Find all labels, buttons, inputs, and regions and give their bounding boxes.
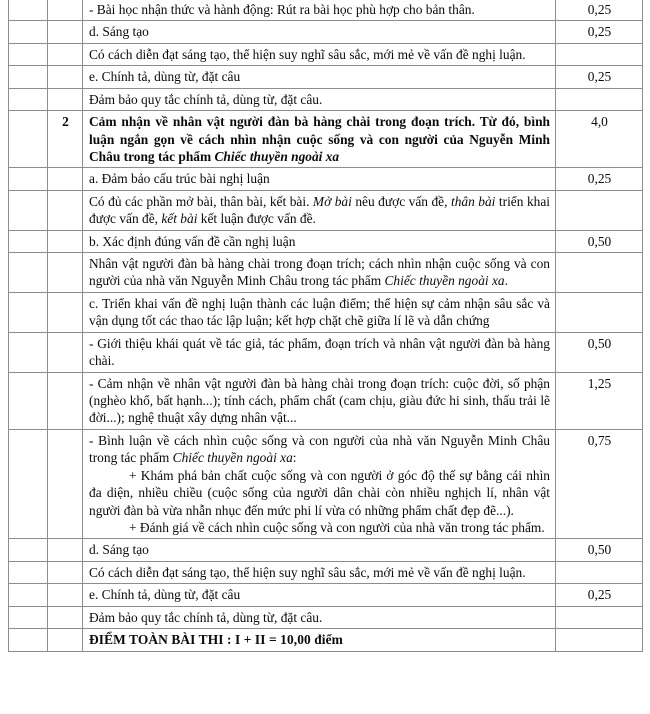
criterion-text [83, 190, 556, 230]
work-title: Chiếc thuyền ngoài xa [214, 148, 340, 164]
question-number-cell [48, 168, 83, 190]
text-segment: nêu được vấn đề, [351, 193, 451, 209]
part-cell [9, 332, 48, 372]
part-cell [9, 88, 48, 110]
part-cell [9, 168, 48, 190]
part-cell [9, 43, 48, 65]
table-row [9, 332, 643, 372]
question-number-cell [48, 539, 83, 561]
question-number-cell [48, 606, 83, 628]
text-segment: Có đủ các phần mở bài, thân bài, kết bài. [89, 193, 313, 209]
score-cell: 0,25 [556, 21, 643, 43]
sub-bullet-2: + Đánh giá về cách nhìn cuộc sống và con người của nhà văn trong tác phẩm. [129, 519, 545, 535]
part-cell [9, 66, 48, 88]
question-number-cell [48, 253, 83, 293]
question-number-cell [48, 629, 83, 651]
table-row [9, 561, 643, 583]
criterion-text: b. Xác định đúng vấn đề cần nghị luận [83, 230, 556, 252]
part-cell [9, 584, 48, 606]
text-segment: . [504, 273, 508, 289]
score-cell [556, 606, 643, 628]
score-cell: 1,25 [556, 372, 643, 429]
criterion-text: e. Chính tả, dùng từ, đặt câu [83, 66, 556, 88]
criterion-lead [89, 432, 550, 467]
table-row [9, 606, 643, 628]
italic-term-ket-bai: kết bài [161, 211, 198, 227]
score-cell: 0,25 [556, 584, 643, 606]
score-cell [556, 190, 643, 230]
table-row-question-2-header [9, 111, 643, 168]
part-cell [9, 230, 48, 252]
table-row [9, 190, 643, 230]
score-cell [556, 629, 643, 651]
criterion-text: a. Đảm bảo cấu trúc bài nghị luận [83, 168, 556, 190]
score-cell: 0,50 [556, 539, 643, 561]
score-cell: 0,25 [556, 0, 643, 21]
part-cell [9, 606, 48, 628]
question-number-cell [48, 429, 83, 539]
criterion-text: - Cảm nhận về nhân vật người đàn bà hàng chài trong đoạn trích: cuộc đời, số phận (nghèo khổ, bất hạnh...); tính cách, phẩm chất (cam chịu, giàu đức hi sinh, thấu trải lẽ đời...); nghệ thuật xây dựng nhân vật... [83, 372, 556, 429]
part-cell [9, 111, 48, 168]
criterion-text [83, 429, 556, 539]
part-cell [9, 539, 48, 561]
score-cell: 0,25 [556, 168, 643, 190]
score-cell [556, 253, 643, 293]
part-cell [9, 561, 48, 583]
work-title: Chiếc thuyền ngoài xa [384, 273, 505, 289]
part-cell [9, 190, 48, 230]
sub-bullet-1: + Khám phá bản chất cuộc sống và con người ở góc độ thế sự bằng cái nhìn đa diện, nhiều chiều (cuộc sống của người dân chài còn nhiều nghịch lí, nhân vật người đàn bà vừa nhẫn nhục đến mức phi lí vừa có những phẩm chất đẹp đẽ...). [89, 467, 550, 518]
question-2-prompt [83, 111, 556, 168]
table-row [9, 253, 643, 293]
question-number-cell: 2 [48, 111, 83, 168]
text-segment: Nhân vật người đàn bà hàng chài trong đoạn trích; cách nhìn nhận cuộc sống và con người của nhà văn Nguyễn Minh Châu trong tác phẩm [89, 256, 550, 289]
part-cell [9, 429, 48, 539]
part-cell [9, 372, 48, 429]
table-row [9, 539, 643, 561]
total-score-label: ĐIỂM TOÀN BÀI THI : I + II = 10,00 điểm [83, 629, 556, 651]
question-number-cell [48, 190, 83, 230]
italic-term-than-bai: thân bài [450, 193, 496, 209]
work-title: Chiếc thuyền ngoài xa [172, 450, 293, 466]
table-row [9, 66, 643, 88]
part-cell [9, 629, 48, 651]
criterion-text: Có cách diễn đạt sáng tạo, thể hiện suy nghĩ sâu sắc, mới mẻ về vấn đề nghị luận. [83, 561, 556, 583]
criterion-text [83, 253, 556, 293]
question-number-cell [48, 0, 83, 21]
question-number-cell [48, 66, 83, 88]
question-number-cell [48, 372, 83, 429]
part-cell [9, 292, 48, 332]
score-cell: 0,75 [556, 429, 643, 539]
table-row [9, 230, 643, 252]
table-row [9, 292, 643, 332]
table-row [9, 43, 643, 65]
question-number-cell [48, 88, 83, 110]
table-row [9, 88, 643, 110]
score-cell: 0,25 [556, 66, 643, 88]
prompt-text-lead: Cảm nhận về nhân vật người đàn bà hàng chài trong đoạn trích. Từ đó, bình luận ngắn gọn về cách nhìn nhận cuộc sống và con người của Nguyễn Minh Châu trong tác phẩm [89, 114, 550, 164]
criterion-text: Đảm bảo quy tắc chính tả, dùng từ, đặt câu. [83, 88, 556, 110]
part-cell [9, 253, 48, 293]
criterion-text: - Bài học nhận thức và hành động: Rút ra bài học phù hợp cho bản thân. [83, 0, 556, 21]
score-cell [556, 88, 643, 110]
text-segment: - Bình luận về cách nhìn cuộc sống và con người của nhà văn Nguyễn Minh Châu trong tác phẩm [89, 432, 550, 466]
text-segment: : [292, 450, 297, 466]
criterion-text: Có cách diễn đạt sáng tạo, thể hiện suy nghĩ sâu sắc, mới mẻ về vấn đề nghị luận. [83, 43, 556, 65]
score-cell: 0,50 [556, 332, 643, 372]
table-row [9, 584, 643, 606]
question-number-cell [48, 584, 83, 606]
score-cell: 4,0 [556, 111, 643, 168]
table-row [9, 168, 643, 190]
table-row [9, 21, 643, 43]
question-number-cell [48, 292, 83, 332]
question-number-cell [48, 43, 83, 65]
text-segment: triển khai được vấn đề, [89, 193, 551, 227]
score-cell: 0,50 [556, 230, 643, 252]
score-cell [556, 43, 643, 65]
table-row [9, 429, 643, 539]
question-number-cell [48, 332, 83, 372]
criterion-text: - Giới thiệu khái quát về tác giả, tác phẩm, đoạn trích và nhân vật người đàn bà hàng chài. [83, 332, 556, 372]
score-cell [556, 561, 643, 583]
grading-rubric-table [8, 0, 643, 652]
question-number-cell [48, 561, 83, 583]
score-cell [556, 292, 643, 332]
criterion-text: d. Sáng tạo [83, 21, 556, 43]
criterion-text: c. Triển khai vấn đề nghị luận thành các luận điểm; thể hiện sự cảm nhận sâu sắc và vận dụng tốt các thao tác lập luận; kết hợp chặt chẽ giữa lí lẽ và dẫn chứng [83, 292, 556, 332]
part-cell [9, 0, 48, 21]
italic-term-mo-bai: Mở bài [312, 193, 352, 209]
table-row-total [9, 629, 643, 651]
question-number-cell [48, 21, 83, 43]
table-row [9, 372, 643, 429]
part-cell [9, 21, 48, 43]
criterion-text: Đảm bảo quy tắc chính tả, dùng từ, đặt câu. [83, 606, 556, 628]
question-number-cell [48, 230, 83, 252]
criterion-text: e. Chính tả, dùng từ, đặt câu [83, 584, 556, 606]
table-row [9, 0, 643, 21]
criterion-text: d. Sáng tạo [83, 539, 556, 561]
text-segment: kết luận được vấn đề. [197, 211, 316, 227]
